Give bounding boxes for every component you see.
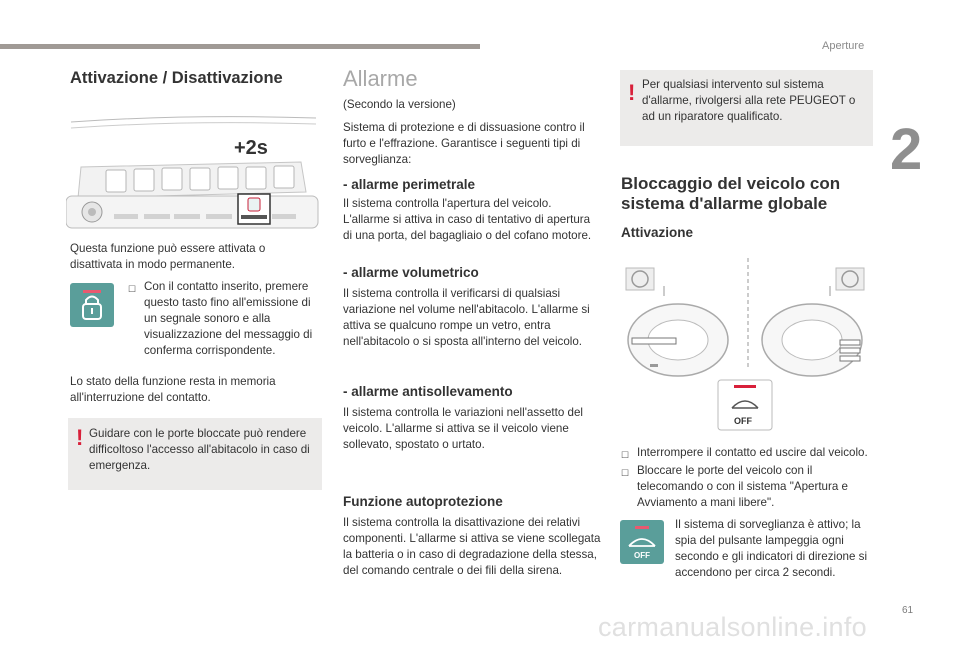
surveillance-active-text: Il sistema di sorveglianza è attivo; la spia del pulsante lampeggia ogni secondo e gli indicatori di direzione si accendono per circa 2 secondi. [675, 518, 868, 579]
volumetric-title: - allarme volumetrico [343, 265, 479, 280]
instruction-bullet [128, 279, 324, 359]
activation-subtitle: Attivazione [621, 225, 694, 240]
lock-button-icon [70, 283, 114, 327]
volumetric-text: Il sistema controlla il verificarsi di qualsiasi variazione nel volume nell'abitacolo. L'allarme si attiva se qualcuno rompe un vetro, entra nell'abitacolo o si sposta all'interno del veicolo. [343, 287, 590, 348]
self-protection-title: Funzione autoprotezione [343, 494, 503, 509]
memory-text: Lo stato della funzione resta in memoria all'interruzione del contatto. [70, 375, 276, 404]
bullet-text: Con il contatto inserito, premere questo tasto fino all'emissione di un segnale sonoro e alla visualizzazione del messaggio di conferma corrispondente. [144, 280, 313, 357]
warning-box-service [620, 70, 873, 146]
bullet-marker-icon: ☐ [128, 284, 137, 294]
perimeter-title: - allarme perimetrale [343, 177, 476, 192]
off-label: OFF [734, 416, 752, 426]
warning-box-locked-doors [68, 418, 322, 490]
activation-title: Attivazione / Disattivazione [70, 69, 283, 87]
version-note: (Secondo la versione) [343, 98, 456, 111]
bullet-marker-icon: ☐ [621, 450, 630, 460]
step-text: Interrompere il contatto ed uscire dal veicolo. [637, 446, 868, 459]
activation-steps [621, 445, 877, 511]
chapter-number: 2 [890, 117, 923, 182]
global-alarm-lock-title: Bloccaggio del veicolo con sistema d'allarme globale [621, 174, 841, 213]
perimeter-text: Il sistema controlla l'apertura del veicolo. L'allarme si attiva in caso di tentativo di apertura di una porta, del bagagliaio o del cofano motore. [343, 197, 592, 242]
steering-wheels-illustration [606, 256, 882, 432]
self-protection-text: Il sistema controlla la disattivazione dei relativi componenti. L'allarme si attiva se viene scollegata la batteria o in caso di degradazione della stessa, del comando centrale o dei fili della sirena. [343, 516, 601, 577]
list-item [621, 463, 877, 511]
bullet-marker-icon: ☐ [621, 468, 630, 478]
header-rule [0, 44, 480, 49]
duration-label: +2s [234, 137, 268, 159]
warning-text: Per qualsiasi intervento sul sistema d'allarme, rivolgersi alla rete PEUGEOT o ad un riparatore qualificato. [642, 78, 856, 123]
alarm-intro: Sistema di protezione e di dissuasione contro il furto e l'effrazione. Garantisce i seguenti tipi di sorveglianza: [343, 121, 585, 166]
section-title: Aperture [822, 40, 865, 52]
warning-text: Guidare con le porte bloccate può rendere difficoltoso l'accesso all'abitacolo in caso di emergenza. [89, 427, 310, 472]
alarm-off-button-icon [620, 520, 664, 564]
alarm-title: Allarme [343, 66, 418, 91]
console-illustration [66, 112, 322, 234]
antilift-text: Il sistema controlla le variazioni nell'assetto del veicolo. L'allarme si attiva se il veicolo viene sollevato, spostato o urtato. [343, 406, 583, 451]
antilift-title: - allarme antisollevamento [343, 384, 513, 399]
permanent-toggle-text: Questa funzione può essere attivata o disattivata in modo permanente. [70, 242, 266, 271]
page-number: 61 [902, 605, 914, 616]
off-label: OFF [634, 551, 650, 560]
step-text: Bloccare le porte del veicolo con il telecomando o con il sistema "Apertura e Avviamento a mani libere". [637, 464, 848, 509]
warning-icon: ! [628, 80, 636, 105]
watermark: carmanualsonline.info [598, 612, 867, 642]
list-item [621, 445, 877, 463]
warning-icon: ! [76, 425, 84, 450]
